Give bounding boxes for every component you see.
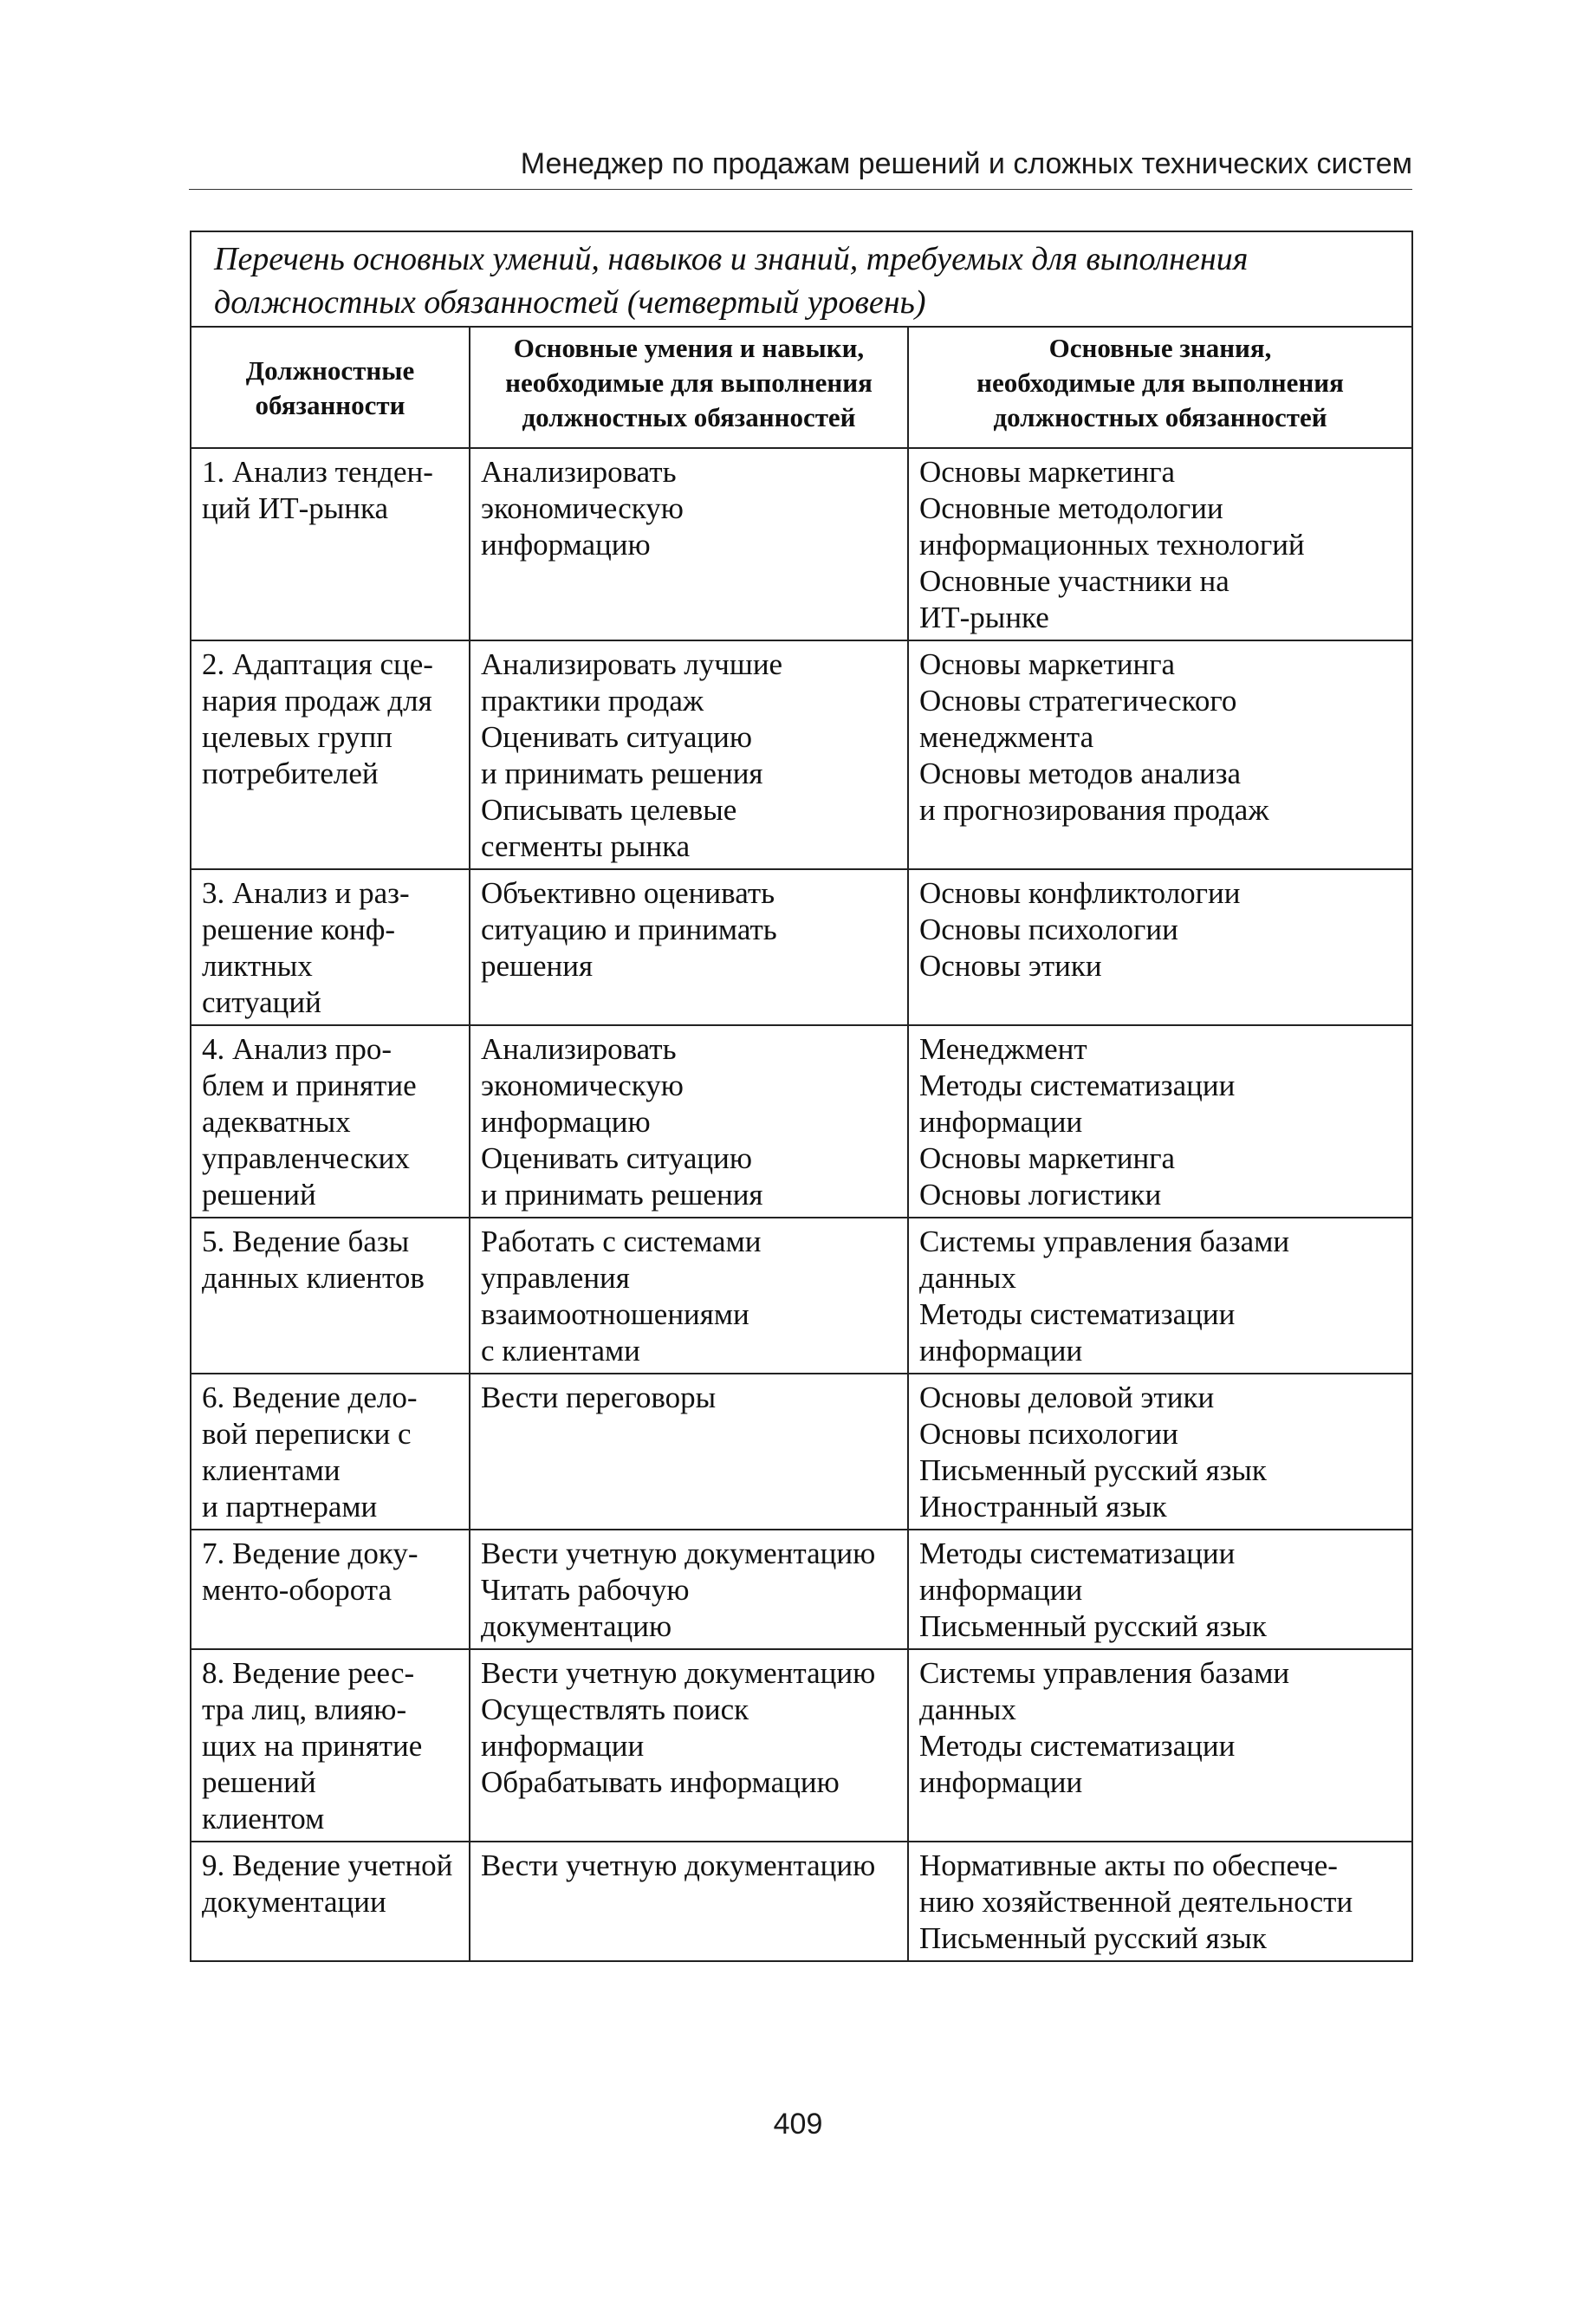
cell-line: данных	[919, 1693, 1016, 1726]
cell-line: Объективно оценивать	[481, 876, 775, 910]
skills-cell	[470, 1374, 908, 1530]
table-row	[191, 1218, 1412, 1374]
cell-line: и принимать решения	[481, 1178, 763, 1212]
cell-line: Основные участники на	[919, 564, 1229, 598]
cell-line: Вести учетную документацию	[481, 1848, 876, 1882]
cell-line: Системы управления базами	[919, 1656, 1290, 1690]
knowledge-cell	[908, 1842, 1412, 1961]
cell-line: 8. Ведение реес-	[202, 1656, 415, 1690]
table-row	[191, 640, 1412, 869]
duty-cell	[191, 640, 470, 869]
cell-line: Осуществлять поиск	[481, 1693, 749, 1726]
cell-line: Методы систематизации	[919, 1537, 1236, 1570]
cell-line: Системы управления базами	[919, 1225, 1290, 1258]
cell-line: данных	[919, 1261, 1016, 1295]
cell-line: ситуаций	[202, 985, 321, 1019]
cell-line: и партнерами	[202, 1490, 378, 1524]
cell-line: Основы маркетинга	[919, 647, 1176, 681]
cell-line: 4. Анализ про-	[202, 1032, 393, 1066]
cell-line: документацию	[481, 1609, 672, 1643]
cell-line: Вести учетную документацию	[481, 1537, 876, 1570]
cell-line: ций ИТ-рынка	[202, 491, 389, 525]
cell-line: клиентом	[202, 1802, 325, 1835]
cell-line: решение конф-	[202, 913, 396, 946]
cell-line: с клиентами	[481, 1334, 640, 1368]
cell-line: Письменный русский язык	[919, 1453, 1267, 1487]
cell-line: информации	[919, 1765, 1083, 1799]
cell-line: Основы психологии	[919, 913, 1178, 946]
cell-line: 3. Анализ и раз-	[202, 876, 410, 910]
cell-line: Основы этики	[919, 949, 1102, 983]
cell-line: клиентами	[202, 1453, 341, 1487]
cell-line: Оценивать ситуацию	[481, 1141, 752, 1175]
cell-line: и принимать решения	[481, 757, 763, 790]
knowledge-cell	[908, 869, 1412, 1025]
cell-line: Работать с системами	[481, 1225, 762, 1258]
cell-line: Методы систематизации	[919, 1069, 1236, 1102]
cell-line: Иностранный язык	[919, 1490, 1167, 1524]
cell-line: 9. Ведение учетной	[202, 1848, 453, 1882]
cell-line: нария продаж для	[202, 684, 432, 718]
cell-line: практики продаж	[481, 684, 704, 718]
knowledge-cell	[908, 1374, 1412, 1530]
cell-line: Методы систематизации	[919, 1297, 1236, 1331]
cell-line: ситуацию и принимать	[481, 913, 777, 946]
cell-line: Анализировать	[481, 455, 677, 489]
cell-line: Менеджмент	[919, 1032, 1087, 1066]
cell-line: Основы маркетинга	[919, 455, 1176, 489]
cell-line: Основы деловой этики	[919, 1381, 1215, 1414]
table-row	[191, 1649, 1412, 1842]
cell-line: щих на принятие	[202, 1729, 423, 1763]
table-row	[191, 1842, 1412, 1961]
duty-cell	[191, 869, 470, 1025]
cell-line: сегменты рынка	[481, 829, 691, 863]
duty-cell	[191, 1530, 470, 1649]
cell-line: данных клиентов	[202, 1261, 425, 1295]
cell-line: менеджмента	[919, 720, 1094, 754]
cell-line: Основы конфликтологии	[919, 876, 1241, 910]
cell-line: Анализировать лучшие	[481, 647, 783, 681]
cell-line: экономическую	[481, 491, 684, 525]
cell-line: 7. Ведение доку-	[202, 1537, 418, 1570]
cell-line: ИТ-рынке	[919, 601, 1049, 634]
cell-line: целевых групп	[202, 720, 393, 754]
skills-cell	[470, 1842, 908, 1961]
cell-line: Анализировать	[481, 1032, 677, 1066]
cell-line: ликтных	[202, 949, 313, 983]
knowledge-cell	[908, 1025, 1412, 1218]
cell-line: адекватных	[202, 1105, 351, 1139]
skills-cell	[470, 1025, 908, 1218]
duty-cell	[191, 1842, 470, 1961]
cell-line: Основы логистики	[919, 1178, 1162, 1212]
cell-line: менто-оборота	[202, 1573, 393, 1607]
cell-line: информацию	[481, 1105, 651, 1139]
table-row	[191, 869, 1412, 1025]
competency-table	[190, 231, 1413, 1962]
cell-line: 2. Адаптация сце-	[202, 647, 433, 681]
skills-cell	[470, 1530, 908, 1649]
cell-line: вой переписки с	[202, 1417, 412, 1451]
page-number: 409	[773, 2108, 823, 2141]
duty-cell	[191, 448, 470, 640]
table-row	[191, 1025, 1412, 1218]
cell-line: информации	[919, 1573, 1083, 1607]
cell-line: информационных технологий	[919, 528, 1305, 562]
cell-line: документации	[202, 1885, 386, 1919]
cell-line: управленческих	[202, 1141, 410, 1175]
skills-cell	[470, 640, 908, 869]
cell-line: Вести переговоры	[481, 1381, 717, 1414]
cell-line: экономическую	[481, 1069, 684, 1102]
cell-line: 1. Анализ тенден-	[202, 455, 433, 489]
duty-cell	[191, 1649, 470, 1842]
cell-line: взаимоотношениями	[481, 1297, 749, 1331]
running-header: Менеджер по продажам решений и сложных технических систем	[520, 147, 1412, 180]
duty-cell	[191, 1374, 470, 1530]
cell-line: Основы стратегического	[919, 684, 1237, 718]
cell-line: информации	[481, 1729, 645, 1763]
cell-line: Нормативные акты по обеспече-	[919, 1848, 1338, 1882]
cell-line: тра лиц, влияю-	[202, 1693, 407, 1726]
cell-line: Обрабатывать информацию	[481, 1765, 840, 1799]
cell-line: информацию	[481, 528, 651, 562]
cell-line: Читать рабочую	[481, 1573, 690, 1607]
cell-line: и прогнозирования продаж	[919, 793, 1269, 827]
knowledge-cell	[908, 1530, 1412, 1649]
cell-line: Описывать целевые	[481, 793, 737, 827]
cell-line: управления	[481, 1261, 630, 1295]
column-header-knowledge: Основные знания, необходимые для выполнения должностных обязанностей	[908, 327, 1412, 448]
knowledge-cell	[908, 640, 1412, 869]
cell-line: информации	[919, 1334, 1083, 1368]
cell-line: 5. Ведение базы	[202, 1225, 410, 1258]
cell-line: решений	[202, 1178, 316, 1212]
column-header-duties: Должностные обязанности	[191, 327, 470, 448]
table-row	[191, 1374, 1412, 1530]
duty-cell	[191, 1025, 470, 1218]
cell-line: Вести учетную документацию	[481, 1656, 876, 1690]
cell-line: Основные методологии	[919, 491, 1223, 525]
column-header-skills: Основные умения и навыки, необходимые для выполнения должностных обязанностей	[470, 327, 908, 448]
cell-line: решения	[481, 949, 594, 983]
cell-line: информации	[919, 1105, 1083, 1139]
cell-line: Основы психологии	[919, 1417, 1178, 1451]
knowledge-cell	[908, 448, 1412, 640]
table-row	[191, 1530, 1412, 1649]
skills-cell	[470, 1218, 908, 1374]
knowledge-cell	[908, 1218, 1412, 1374]
cell-line: нию хозяйственной деятельности	[919, 1885, 1353, 1919]
cell-line: 6. Ведение дело-	[202, 1381, 418, 1414]
duty-cell	[191, 1218, 470, 1374]
cell-line: Письменный русский язык	[919, 1921, 1267, 1955]
header-rule	[189, 189, 1412, 190]
table-row	[191, 448, 1412, 640]
table-caption: Перечень основных умений, навыков и знаний, требуемых для выполнения должностных обязанностей (четвертый уровень)	[191, 231, 1412, 327]
cell-line: Оценивать ситуацию	[481, 720, 752, 754]
cell-line: Письменный русский язык	[919, 1609, 1267, 1643]
cell-line: потребителей	[202, 757, 379, 790]
cell-line: блем и принятие	[202, 1069, 417, 1102]
cell-line: Основы методов анализа	[919, 757, 1242, 790]
cell-line: решений	[202, 1765, 316, 1799]
skills-cell	[470, 1649, 908, 1842]
skills-cell	[470, 869, 908, 1025]
cell-line: Основы маркетинга	[919, 1141, 1176, 1175]
cell-line: Методы систематизации	[919, 1729, 1236, 1763]
skills-cell	[470, 448, 908, 640]
knowledge-cell	[908, 1649, 1412, 1842]
